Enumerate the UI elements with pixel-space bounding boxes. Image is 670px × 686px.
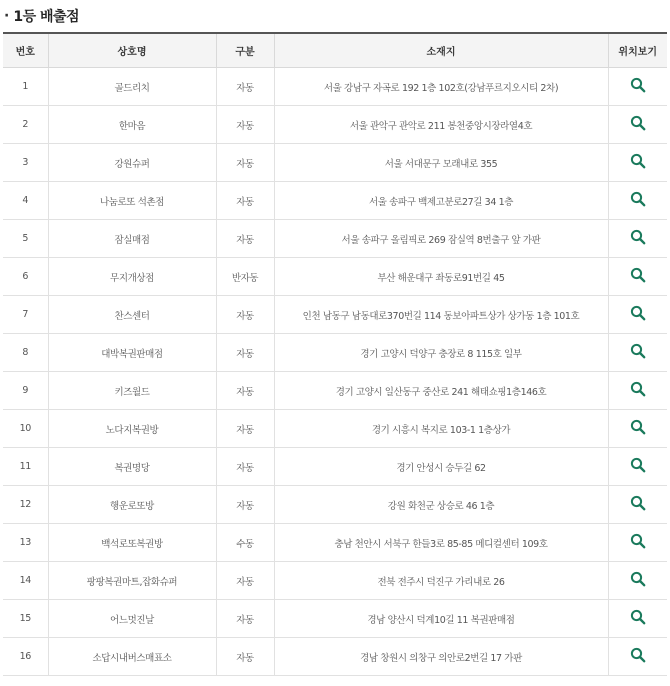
- table-row: [3, 220, 667, 258]
- table-row: [3, 448, 667, 486]
- row-type: 자동: [216, 486, 274, 524]
- row-location: [608, 296, 667, 334]
- row-address: 서울 서대문구 모래내로 355: [274, 144, 608, 182]
- table-row: [3, 600, 667, 638]
- table-row: [3, 486, 667, 524]
- row-location: [608, 600, 667, 638]
- row-address: 서울 송파구 백제고분로27길 34 1층: [274, 182, 608, 220]
- row-address: 강원 화천군 상승로 46 1층: [274, 486, 608, 524]
- title-bullet: ·: [4, 8, 10, 24]
- row-type: 자동: [216, 600, 274, 638]
- search-icon[interactable]: [630, 457, 646, 476]
- row-address: 전북 전주시 덕진구 가리내로 26: [274, 562, 608, 600]
- row-store-name: 팡팡복권마트,잡화슈퍼: [48, 562, 216, 600]
- table-row: [3, 258, 667, 296]
- row-store-name: 무지개상점: [48, 258, 216, 296]
- search-icon[interactable]: [630, 229, 646, 248]
- table-row: [3, 372, 667, 410]
- row-address: 경기 시흥시 복지로 103-1 1층상가: [274, 410, 608, 448]
- row-number: 11: [3, 448, 48, 486]
- header-store-name: 상호명: [48, 33, 216, 68]
- search-icon[interactable]: [630, 153, 646, 172]
- row-location: [608, 524, 667, 562]
- row-location: [608, 410, 667, 448]
- header-location: 위치보기: [608, 33, 667, 68]
- row-store-name: 백석로또복권방: [48, 524, 216, 562]
- winning-stores-table: [3, 32, 667, 676]
- search-icon[interactable]: [630, 305, 646, 324]
- row-number: 3: [3, 144, 48, 182]
- search-icon[interactable]: [630, 115, 646, 134]
- row-address: 인천 남동구 남동대로370번길 114 동보아파트상가 상가동 1층 101호: [274, 296, 608, 334]
- row-type: 자동: [216, 144, 274, 182]
- row-address: 경기 안성시 승두길 62: [274, 448, 608, 486]
- row-number: 4: [3, 182, 48, 220]
- search-icon[interactable]: [630, 381, 646, 400]
- row-address: 경기 고양시 일산동구 중산로 241 해태쇼핑1층146호: [274, 372, 608, 410]
- row-location: [608, 486, 667, 524]
- row-number: 14: [3, 562, 48, 600]
- search-icon[interactable]: [630, 191, 646, 210]
- search-icon[interactable]: [630, 647, 646, 666]
- table-row: [3, 106, 667, 144]
- row-location: [608, 182, 667, 220]
- row-store-name: 찬스센터: [48, 296, 216, 334]
- row-number: 6: [3, 258, 48, 296]
- row-address: 경기 고양시 덕양구 충장로 8 115호 일부: [274, 334, 608, 372]
- row-number: 7: [3, 296, 48, 334]
- row-type: 자동: [216, 182, 274, 220]
- row-store-name: 한마음: [48, 106, 216, 144]
- row-number: 12: [3, 486, 48, 524]
- row-store-name: 행운로또방: [48, 486, 216, 524]
- row-type: 반자동: [216, 258, 274, 296]
- row-location: [608, 562, 667, 600]
- row-location: [608, 144, 667, 182]
- table-row: [3, 638, 667, 676]
- search-icon[interactable]: [630, 609, 646, 628]
- row-type: 자동: [216, 410, 274, 448]
- row-store-name: 강원슈퍼: [48, 144, 216, 182]
- row-address: 부산 해운대구 좌동로91번길 45: [274, 258, 608, 296]
- row-location: [608, 220, 667, 258]
- row-number: 5: [3, 220, 48, 258]
- row-location: [608, 372, 667, 410]
- row-number: 16: [3, 638, 48, 676]
- row-location: [608, 638, 667, 676]
- table-header-row: [3, 33, 667, 68]
- row-type: 자동: [216, 372, 274, 410]
- row-number: 15: [3, 600, 48, 638]
- row-number: 8: [3, 334, 48, 372]
- row-store-name: 키즈월드: [48, 372, 216, 410]
- row-location: [608, 258, 667, 296]
- row-address: 충남 천안시 서북구 한들3로 85-85 메디컬센터 109호: [274, 524, 608, 562]
- row-number: 10: [3, 410, 48, 448]
- row-store-name: 잠실매점: [48, 220, 216, 258]
- header-number: 번호: [3, 33, 48, 68]
- search-icon[interactable]: [630, 419, 646, 438]
- table-row: [3, 68, 667, 106]
- row-location: [608, 334, 667, 372]
- row-store-name: 나눔로또 석촌점: [48, 182, 216, 220]
- table-row: [3, 296, 667, 334]
- row-number: 9: [3, 372, 48, 410]
- row-address: 서울 송파구 올림픽로 269 잠실역 8번출구 앞 가판: [274, 220, 608, 258]
- row-type: 자동: [216, 106, 274, 144]
- row-store-name: 복권명당: [48, 448, 216, 486]
- row-store-name: 노다지복권방: [48, 410, 216, 448]
- table-row: [3, 334, 667, 372]
- header-address: 소재지: [274, 33, 608, 68]
- title-text: 1등 배출점: [13, 9, 80, 25]
- search-icon[interactable]: [630, 495, 646, 514]
- table-row: [3, 524, 667, 562]
- row-location: [608, 448, 667, 486]
- search-icon[interactable]: [630, 571, 646, 590]
- row-type: 자동: [216, 448, 274, 486]
- row-address: 경남 창원시 의창구 의안로2번길 17 가판: [274, 638, 608, 676]
- row-store-name: 소답시내버스매표소: [48, 638, 216, 676]
- row-type: 자동: [216, 220, 274, 258]
- row-number: 2: [3, 106, 48, 144]
- search-icon[interactable]: [630, 77, 646, 96]
- row-type: 자동: [216, 638, 274, 676]
- table-row: [3, 182, 667, 220]
- row-address: 서울 강남구 자곡로 192 1층 102호(강남푸르지오시티 2차): [274, 68, 608, 106]
- table-row: [3, 144, 667, 182]
- row-type: 자동: [216, 334, 274, 372]
- row-store-name: 대박복권판매점: [48, 334, 216, 372]
- header-type: 구분: [216, 33, 274, 68]
- row-number: 13: [3, 524, 48, 562]
- search-icon[interactable]: [630, 267, 646, 286]
- table-row: [3, 410, 667, 448]
- search-icon[interactable]: [630, 533, 646, 552]
- section-title: [0, 0, 670, 32]
- row-store-name: 골드리치: [48, 68, 216, 106]
- row-type: 자동: [216, 68, 274, 106]
- row-type: 자동: [216, 296, 274, 334]
- row-store-name: 어느멋진날: [48, 600, 216, 638]
- row-type: 자동: [216, 562, 274, 600]
- row-number: 1: [3, 68, 48, 106]
- row-location: [608, 68, 667, 106]
- row-address: 경남 양산시 덕계10길 11 복권판매점: [274, 600, 608, 638]
- row-type: 수동: [216, 524, 274, 562]
- row-address: 서울 관악구 관악로 211 봉천중앙시장라열4호: [274, 106, 608, 144]
- search-icon[interactable]: [630, 343, 646, 362]
- row-location: [608, 106, 667, 144]
- table-row: [3, 562, 667, 600]
